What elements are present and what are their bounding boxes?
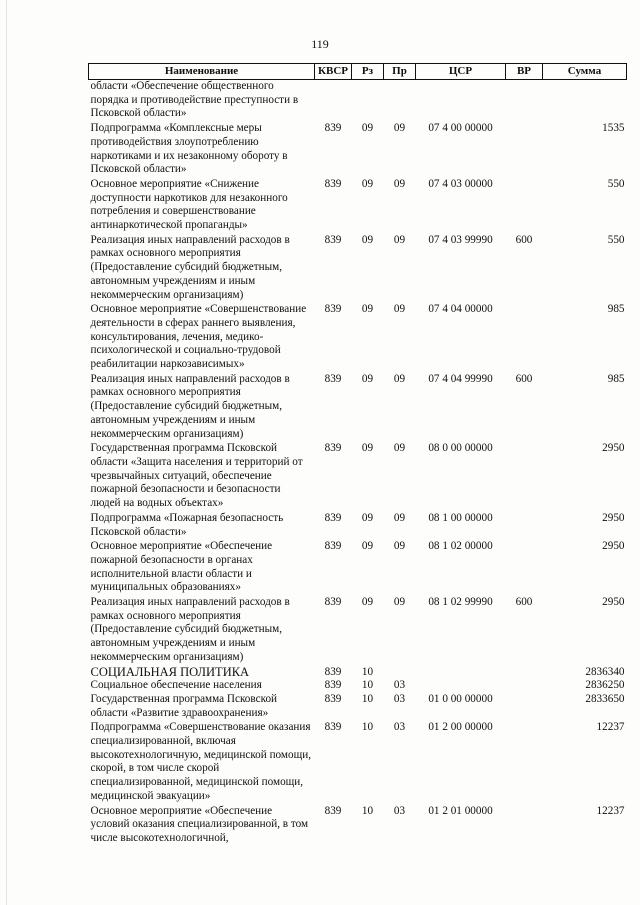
row-name: Основное мероприятие «Совершенствование деятельности в сферах раннего выявления, консультирования, лечения, медико-психологической и социально-трудовой реабилитации наркозависимых»	[90, 303, 307, 371]
row-vr: 600	[515, 372, 533, 385]
row-name: Социальное обеспечение населения	[90, 679, 262, 692]
table-row	[89, 121, 627, 177]
row-name: Государственная программа Псковской области «Развитие здравоохранения»	[90, 692, 278, 719]
row-pr: 09	[393, 511, 406, 524]
row-kvsr: 839	[324, 511, 342, 524]
row-sum: 2833650	[585, 692, 625, 705]
row-kvsr: 839	[324, 540, 342, 553]
row-sum	[543, 80, 627, 122]
row-csr: 07 4 03 00000	[428, 177, 493, 190]
table-row	[89, 539, 627, 595]
table-row	[89, 595, 627, 665]
row-kvsr	[315, 80, 352, 122]
row-sum: 2950	[602, 540, 625, 553]
row-vr	[506, 679, 543, 693]
row-pr: 09	[393, 540, 406, 553]
row-csr: 08 1 02 99990	[428, 596, 493, 609]
row-sum: 2950	[602, 596, 625, 609]
row-sum: 2950	[602, 442, 625, 455]
row-vr	[506, 80, 543, 122]
row-vr	[506, 302, 543, 372]
row-pr: 03	[393, 692, 406, 705]
row-csr: 08 0 00 00000	[428, 442, 493, 455]
row-name: Основное мероприятие «Снижение доступности наркотиков для незаконного потребления и совершенствование антинаркотической пропаганды»	[90, 177, 288, 232]
row-rz: 09	[361, 372, 374, 385]
row-csr: 07 4 03 99990	[428, 233, 493, 246]
row-name: Реализация иных направлений расходов в рамках основного мероприятия (Предоставление субсидий бюджетным, автономным учреждениям и иным некоммерческим организациям)	[90, 596, 290, 663]
row-name: Основное мероприятие «Обеспечение условий оказания специализированной, в том числе высокотехнологичной,	[90, 804, 309, 844]
row-kvsr: 839	[324, 596, 342, 609]
row-kvsr: 839	[324, 442, 342, 455]
row-vr	[506, 121, 543, 177]
col-header-name: Наименование	[89, 64, 315, 80]
row-rz: 09	[361, 596, 374, 609]
row-sum: 550	[607, 177, 625, 190]
table-row	[89, 804, 627, 846]
row-pr: 03	[393, 679, 406, 692]
row-sum: 985	[607, 303, 625, 316]
row-vr	[506, 539, 543, 595]
row-kvsr: 839	[324, 122, 342, 135]
row-pr: 09	[393, 372, 406, 385]
row-pr: 09	[393, 596, 406, 609]
row-kvsr: 839	[324, 679, 342, 692]
row-name: Реализация иных направлений расходов в рамках основного мероприятия (Предоставление субсидий бюджетным, автономным учреждениям и иным некоммерческим организациям)	[90, 233, 290, 301]
row-rz: 09	[361, 122, 374, 135]
row-kvsr: 839	[324, 303, 342, 316]
table-header	[89, 64, 627, 80]
row-csr: 07 4 04 99990	[428, 372, 493, 385]
table-row	[89, 720, 627, 803]
row-csr	[416, 80, 506, 122]
row-csr	[416, 679, 506, 693]
row-vr: 600	[515, 233, 533, 246]
row-csr: 08 1 02 00000	[428, 540, 493, 553]
row-pr: 03	[393, 804, 406, 817]
row-rz: 09	[361, 540, 374, 553]
row-pr	[384, 665, 416, 680]
row-vr	[506, 177, 543, 233]
row-rz	[352, 80, 384, 122]
row-csr: 01 0 00 00000	[428, 692, 493, 705]
table-row	[89, 679, 627, 693]
row-vr	[506, 804, 543, 846]
row-kvsr: 839	[324, 721, 342, 734]
row-name: Реализация иных направлений расходов в рамках основного мероприятия (Предоставление субсидий бюджетным, автономным учреждениям и иным некоммерческим организациям)	[90, 372, 290, 440]
row-pr: 09	[393, 303, 406, 316]
row-csr: 08 1 00 00000	[428, 511, 493, 524]
table-row	[89, 372, 627, 442]
row-rz: 09	[361, 233, 374, 246]
row-name: Подпрограмма «Совершенствование оказания специализированной, включая высокотехнологичную, медицинской помощи, скорой, в том числе скорой специализированной, медицинской помощи, медицинской эвакуации»	[90, 721, 312, 802]
row-sum: 2836250	[585, 679, 625, 692]
row-vr: 600	[515, 596, 533, 609]
col-header-pr: Пр	[384, 64, 416, 80]
row-sum: 550	[607, 233, 625, 246]
row-kvsr: 839	[324, 177, 342, 190]
row-pr: 09	[393, 442, 406, 455]
row-sum: 12237	[596, 721, 625, 734]
table-row	[89, 302, 627, 372]
row-name: Подпрограмма «Комплексные меры противодействия злоупотреблению наркотиками и их незаконному обороту в Псковской области»	[90, 122, 288, 176]
row-csr: 07 4 04 00000	[428, 303, 493, 316]
table-row	[89, 80, 627, 122]
row-csr: 07 4 00 00000	[428, 122, 493, 135]
table-row	[89, 233, 627, 303]
budget-table	[88, 63, 627, 846]
row-sum: 1535	[602, 122, 625, 135]
row-kvsr: 839	[324, 804, 342, 817]
row-name: Государственная программа Псковской области «Защита населения и территорий от чрезвычайных ситуаций, обеспечение пожарной безопасности и безопасности людей на водных объектах»	[90, 442, 303, 510]
row-name: Подпрограмма «Пожарная безопасность Псковской области»	[90, 511, 284, 538]
row-pr	[384, 80, 416, 122]
row-kvsr: 839	[324, 372, 342, 385]
row-csr: 01 2 01 00000	[428, 804, 493, 817]
row-pr: 09	[393, 233, 406, 246]
row-kvsr: 839	[324, 233, 342, 246]
table-row	[89, 177, 627, 233]
row-sum: 985	[607, 372, 625, 385]
row-pr: 03	[393, 721, 406, 734]
row-vr	[506, 511, 543, 539]
table-row	[89, 441, 627, 511]
page-number: 119	[311, 37, 329, 51]
table-row	[89, 693, 627, 720]
row-rz: 09	[361, 177, 374, 190]
row-name: области «Обеспечение общественного порядка и противодействие преступности в Псковской области»	[90, 80, 299, 120]
col-header-kvsr: КВСР	[315, 64, 352, 80]
row-vr	[506, 441, 543, 511]
table-body	[89, 80, 627, 846]
row-rz: 09	[361, 303, 374, 316]
row-vr	[506, 720, 543, 803]
row-sum: 2950	[602, 511, 625, 524]
row-pr: 09	[393, 177, 406, 190]
row-rz: 09	[361, 442, 374, 455]
col-header-sum: Сумма	[543, 64, 627, 80]
row-vr	[506, 665, 543, 680]
row-rz: 10	[361, 804, 374, 817]
col-header-rz: Рз	[352, 64, 384, 80]
table-row	[89, 511, 627, 539]
row-kvsr: 839	[324, 692, 342, 705]
row-rz: 10	[361, 679, 374, 692]
row-name: Основное мероприятие «Обеспечение пожарной безопасности в органах исполнительной власти области и муниципальных образованиях»	[90, 540, 273, 594]
table-row	[89, 665, 627, 680]
row-csr	[416, 665, 506, 680]
row-rz: 10	[361, 721, 374, 734]
row-csr: 01 2 00 00000	[428, 721, 493, 734]
row-vr	[506, 693, 543, 720]
row-name: СОЦИАЛЬНАЯ ПОЛИТИКА	[90, 664, 250, 679]
row-sum: 12237	[596, 804, 625, 817]
row-rz: 09	[361, 511, 374, 524]
row-rz: 10	[361, 692, 374, 705]
row-kvsr: 839	[324, 665, 342, 678]
col-header-vr: ВР	[506, 64, 543, 80]
row-rz: 10	[361, 665, 374, 678]
scan-edge	[6, 0, 7, 905]
row-pr: 09	[393, 122, 406, 135]
row-sum: 2836340	[585, 665, 625, 678]
col-header-csr: ЦСР	[416, 64, 506, 80]
